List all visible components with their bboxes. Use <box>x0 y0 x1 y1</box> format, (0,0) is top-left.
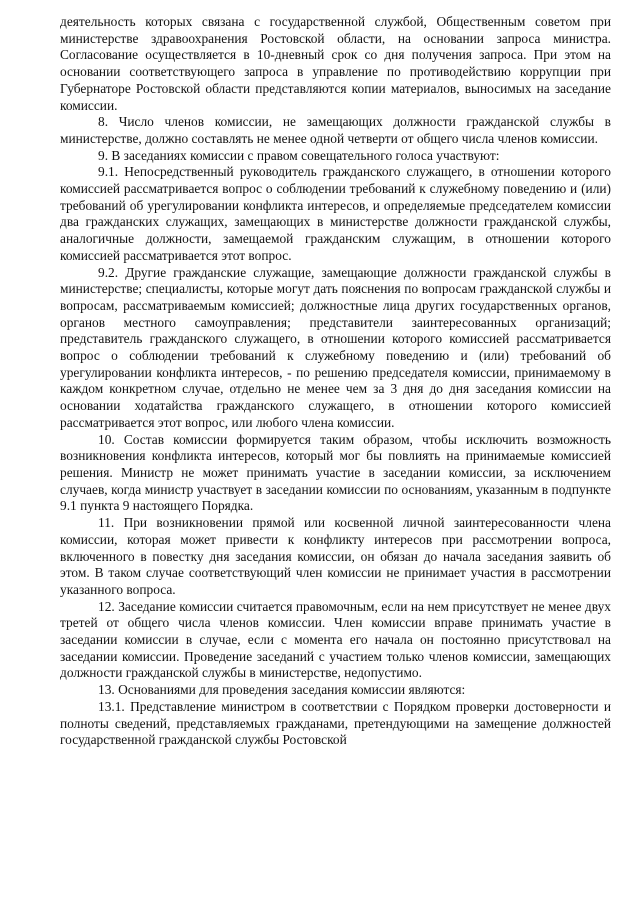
paragraph-13-1: 13.1. Представление министром в соответствии с Порядком проверки достоверности и полноты сведений, представляемых гражданами, претендующими на замещение должностей государственной гражданской службы Ростовской <box>60 698 611 748</box>
paragraph-9-2: 9.2. Другие гражданские служащие, замещающие должности гражданской службы в министерстве; специалисты, которые могут дать пояснения по вопросам гражданской службы и вопросам, рассматриваемым комиссией; должностные лица других государственных органов, органов местного самоуправления; представители заинтересованных организаций; представитель гражданского служащего, в отношении которого комиссией рассматривается вопрос о соблюдении требований к служебному поведению и (или) требований об урегулировании конфликта интересов, - по решению председателя комиссии, принимаемому в каждом конкретном случае, отдельно не менее чем за 3 дня до дня заседания комиссии на основании ходатайства гражданского служащего, в отношении которого комиссией рассматривается этот вопрос, или любого члена комиссии. <box>60 264 611 430</box>
paragraph-continuation: деятельность которых связана с государственной службой, Общественным советом при министерстве здравоохранения Ростовской области, на основании запроса министра. Согласование осуществляется в 10-дневный срок со дня получения запроса. При этом на основании соответствующего запроса в управление по противодействию коррупции при Губернаторе Ростовской области представляются копии материалов, выносимых на заседание комиссии. <box>60 14 611 113</box>
paragraph-12: 12. Заседание комиссии считается правомочным, если на нем присутствует не менее двух третей от общего числа членов комиссии. Член комиссии вправе принимать участие в заседании комиссии в случае, если с момента его начала он постоянно присутствовал на заседании комиссии. Проведение заседаний с участием только членов комиссии, замещающих должности гражданской службы в министерстве, недопустимо. <box>60 598 611 681</box>
paragraph-10: 10. Состав комиссии формируется таким образом, чтобы исключить возможность возникновения конфликта интересов, который мог бы повлиять на принимаемые комиссией решения. Министр не может принимать участие в заседании комиссии, за исключением случаев, когда министр участвует в заседании комиссии по основаниям, указанным в подпункте 9.1 пункта 9 настоящего Порядка. <box>60 431 611 514</box>
paragraph-8: 8. Число членов комиссии, не замещающих должности гражданской службы в министерстве, должно составлять не менее одной четверти от общего числа членов комиссии. <box>60 114 611 146</box>
paragraph-13: 13. Основаниями для проведения заседания комиссии являются: <box>98 682 466 698</box>
paragraph-9-1: 9.1. Непосредственный руководитель гражданского служащего, в отношении которого комиссией рассматривается вопрос о соблюдении требований к служебному поведению и (или) требований об урегулировании конфликта интересов, и определяемые председателем комиссии два гражданских служащих, замещающих в министерстве должности гражданской службы, аналогичные должности, замещаемой гражданским служащим, в отношении которого комиссией рассматривается этот вопрос. <box>60 164 611 263</box>
paragraph-9: 9. В заседаниях комиссии с правом совещательного голоса участвуют: <box>98 147 500 163</box>
paragraph-11: 11. При возникновении прямой или косвенной личной заинтересованности члена комиссии, которая может привести к конфликту интересов при рассмотрении вопроса, включенного в повестку дня заседания комиссии, он обязан до начала заседания заявить об этом. В таком случае соответствующий член комиссии не принимает участия в рассмотрении указанного вопроса. <box>60 515 611 597</box>
document-page <box>60 14 611 749</box>
